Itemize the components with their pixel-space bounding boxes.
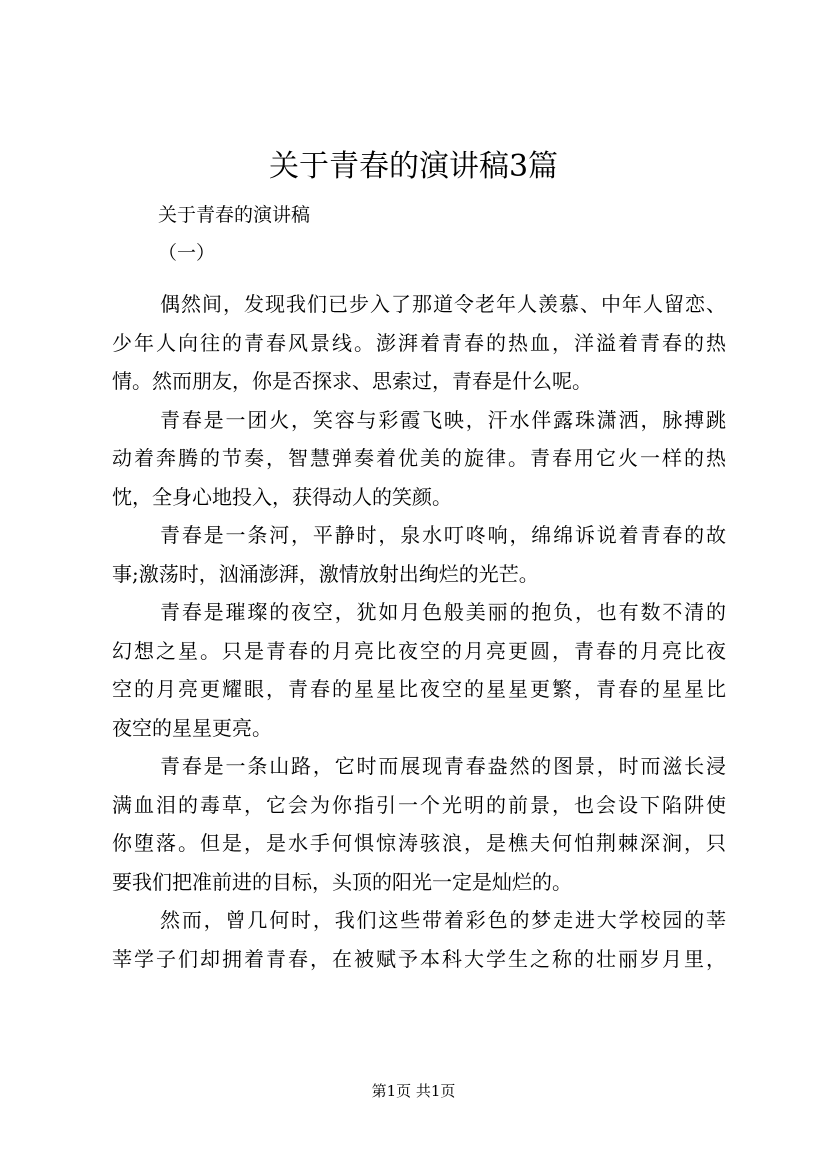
page-footer: 第1页 共1页 [371,1082,456,1100]
paragraph-line: 青春是一团火，笑容与彩霞飞映，汗水伴露珠潇洒，脉搏跳 [160,407,726,432]
paragraph-line: 青春是璀璨的夜空，犹如月色般美丽的抱负，也有数不清的 [160,600,726,624]
document-subtitle: 关于青春的演讲稿 [158,204,311,226]
paragraph-line: 事;激荡时，汹涌澎湃，激情放射出绚烂的光芒。 [112,561,539,586]
section-label: （一） [158,242,216,264]
paragraph-line: 偶然间，发现我们已步入了那道令老年人羡慕、中年人留恋、 [160,292,726,316]
paragraph-line: 空的月亮更耀眼，青春的星星比夜空的星星更繁，青春的星星比 [112,677,726,701]
paragraph-line: 少年人向往的青春风景线。澎湃着青春的热血，洋溢着青春的热 [112,330,726,355]
paragraph-line: 青春是一条山路，它时而展现青春盎然的图景，时而滋长浸 [160,754,726,778]
paragraph-line: 情。然而朋友，你是否探求、思索过，青春是什么呢。 [112,369,592,393]
paragraph-line: 然而，曾几何时，我们这些带着彩色的梦走进大学校园的莘 [160,908,726,932]
paragraph-line: 满血泪的毒草，它会为你指引一个光明的前景，也会设下陷阱使 [112,792,726,817]
paragraph-line: 动着奔腾的节奏，智慧弹奏着优美的旋律。青春用它火一样的热 [112,446,726,470]
paragraph-line: 青春是一条河，平静时，泉水叮咚响，绵绵诉说着青春的故 [160,523,726,547]
paragraph-line: 你堕落。但是，是水手何惧惊涛骇浪，是樵夫何怕荆棘深涧，只 [112,831,726,855]
document-body [112,285,726,978]
paragraph-line: 忱，全身心地投入，获得动人的笑颜。 [112,484,452,509]
paragraph-line: 幻想之星。只是青春的月亮比夜空的月亮更圆，青春的月亮比夜 [112,638,726,663]
paragraph-line: 莘学子们却拥着青春，在被赋予本科大学生之称的壮丽岁月里， [112,946,726,971]
paragraph-line: 夜空的星星更亮。 [112,715,272,740]
document-title: 关于青春的演讲稿3篇 [268,149,559,184]
paragraph-line: 要我们把准前进的目标，头顶的阳光一定是灿烂的。 [112,869,572,894]
